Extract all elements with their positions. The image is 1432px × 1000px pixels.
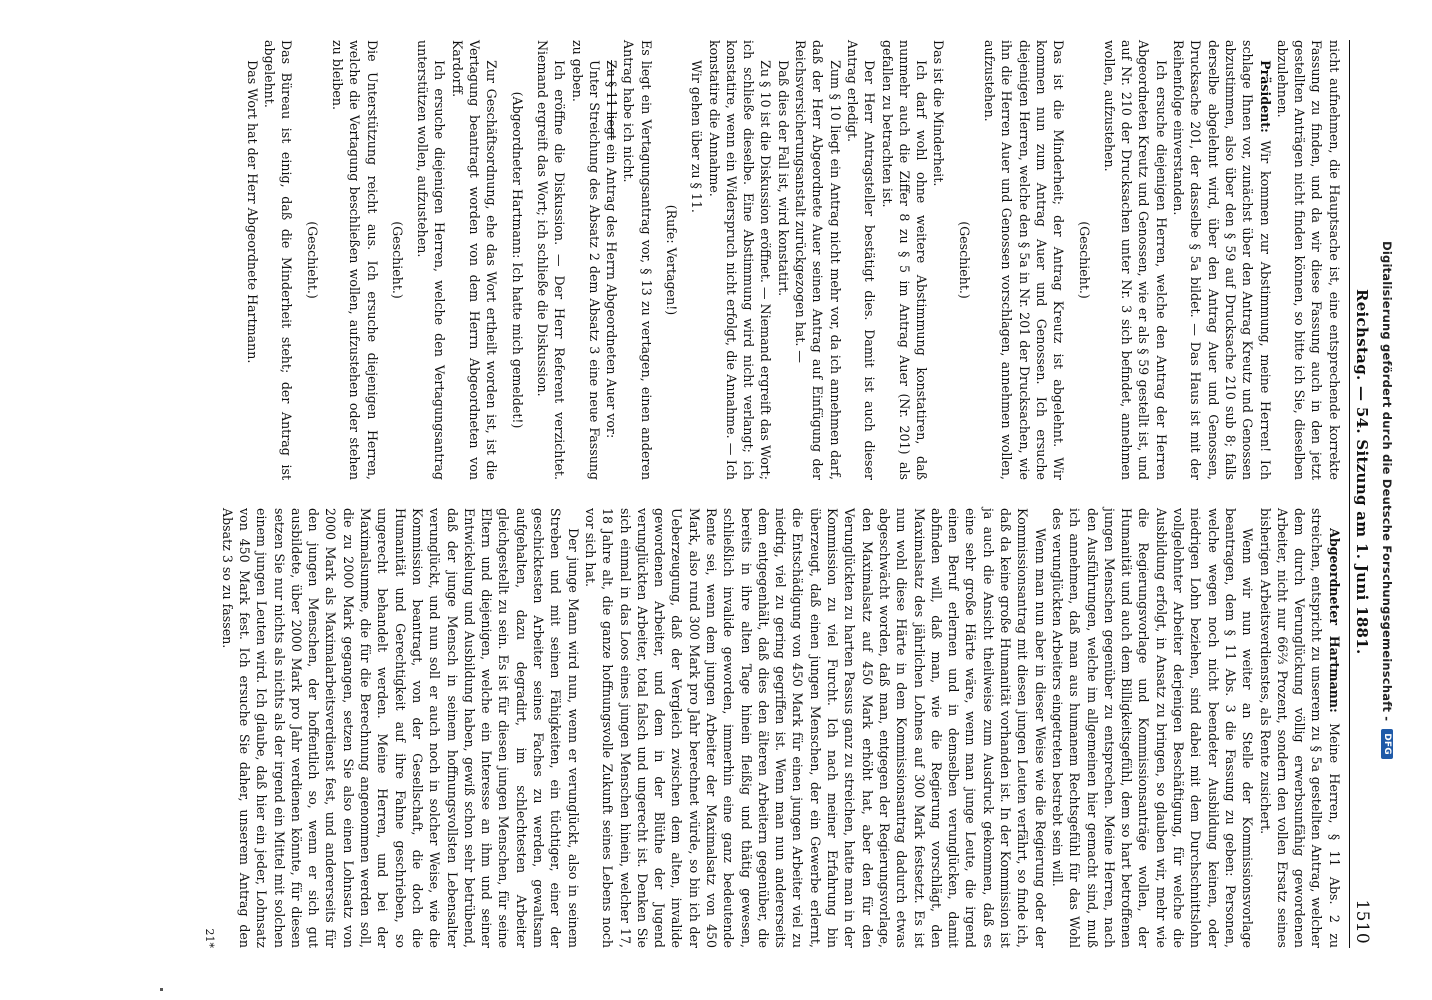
digitization-credit <box>1374 0 1400 1000</box>
dfg-logo: DFG <box>1381 729 1393 759</box>
speech-paragraph <box>1170 40 1274 480</box>
right-column <box>201 508 1343 948</box>
page-header <box>1349 40 1370 948</box>
paragraph: Daß dies der Fall ist, wird konstatirt. <box>775 60 791 297</box>
left-column <box>201 40 1343 480</box>
scan-speck <box>160 988 163 991</box>
credit-text: Digitalisierung gefördert durch die Deutsche Forschungsgemeinschaft - <box>1380 241 1394 722</box>
paragraph: nicht aufnehmen, die Hauptsache ist, eine entsprechende korrekte Fassung zu finden, und da wir diese Fassung auch in den jetzt gestellten Anträgen nicht finden können, so bitte ich Sie, dieselben abzulehnen. <box>1274 40 1342 480</box>
speaker-name: Präsident: <box>1257 60 1273 133</box>
stage-direction: (Abgeordneter Hartmann: Ich hatte mich gemeldet!) <box>509 91 525 429</box>
paragraph: Zum § 10 liegt ein Antrag nicht mehr vor, da ich annehmen darf, daß der Herr Abgeordnete Auer seinen Antrag auf Einfügung der Reichsversicherungsanstalt zurückgezogen hat. — <box>793 40 843 480</box>
signature-mark: 21* <box>203 928 217 948</box>
paragraph: Zu § 11 liegt ein Antrag des Herrn Abgeordneten Auer vor: <box>604 60 620 439</box>
stage-direction: (Rufe: Vertagen!) <box>664 204 680 316</box>
paragraph: Ich darf wohl ohne weitere Abstimmung konstatiren, daß nunmehr auch die Ziffer 8 zu § 5 im Antrag Auer (Nr. 201) als gefallen zu betrachten ist. <box>879 40 930 480</box>
paragraph: Die Unterstützung reicht aus. Ich ersuche diejenigen Herren, welche die Vertagung beschließen wollen, aufzustehen oder stehen zu bleiben. <box>329 40 380 480</box>
paragraph: Ich ersuche diejenigen Herren, welche den Vertagungsantrag unterstützen wollen, aufzustehen. <box>415 40 448 480</box>
page-number: 1510 <box>1352 899 1372 944</box>
struck-text: Zu § 11 liegt <box>604 60 620 140</box>
paragraph: Der junge Mann wird nun, wenn er verunglückt, also in seinem Streben und mit seinen Fähigkeiten, ein tüchtiger, einer der geschicktesten Arbeiter seines Faches zu werden, gewaltsam aufgehalten, dazu degradirt, im schlechtesten Arbeiter gleichgestellt zu sein. Es ist für diesen jungen Menschen, für seine Eltern und diejenigen, welche ein Interesse an ihm und seiner Entwickelung und Ausbildung haben, gewiß schon sehr betrübend, daß der junge Mensch in seinem hoffnungsvollsten Lebensalter verunglückt, und nun soll er auch noch in solcher Weise, wie die Kommission beantragt, von der Gesellschaft, die doch die Humanität und Gerechtigkeit auf ihre Fahne geschrieben, so ungerecht behandelt werden. Meine Herren, und bei der Maximalsumme, die für die Berechnung angenommen werden soll, die zu 2000 Mark gegangen, setzen Sie also einen Lohnsatz von 2000 Mark als Maximalarbeitsverdienst fest, und andererseits für den jungen Menschen, der hoffentlich so, wenn er sich gut ausbildete, über 2000 Mark pro Jahr verdienen könnte, für diesen setzen Sie nur nichts als nichts als der irgend ein Mittel mit solchen einem jungen Leuten wird. Ich glaube, daß hier ein jeder, Lohnsatz von 450 Mark fest. Ich ersuche Sie daher, unserem Antrag den Absatz 3 so zu fassen. <box>219 508 581 948</box>
paragraph: Zur Geschäftsordnung, ehe das Wort ertheilt worden ist, ist die Vertagung beantragt worden von dem Herrn Abgeordneten von Kardorff. <box>449 40 500 480</box>
speech-text: Meine Herren, § 11 Abs. 2 zu streichen, entspricht zu unserem zu § 5a gestellten Antrag, welcher dem durch Verunglückung völlig erwerbsunfähig gewordenen Arbeiter, nicht nur 66⅔ Prozent, sondern den vollen Ersatz seines bisherigen Arbeitsverdienstes, als Rente zusichert. <box>1257 508 1342 948</box>
paragraph: Ich ersuche diejenigen Herren, welche den Antrag der Herren Abgeordneten Kreutz und Genossen, wie er als § 59 gestellt ist, und auf Nr. 210 der Drucksachen unter Nr. 3 sich befindet, annehmen wollen, aufzustehen. <box>1101 40 1169 480</box>
stage-direction: (Geschieht.) <box>1076 221 1092 299</box>
paragraph: Unter Streichung des Absatz 2 dem Absatz 3 eine neue Fassung zu geben. <box>569 40 602 480</box>
paragraph: Wenn wir nun weiter an Stelle der Kommissionsvorlage beantragen, dem § 11 Abs. 3 die Fassung zu geben: Personen, welche wegen noch nicht beendeter Ausbildung keinen, oder niedrigen Lohn beziehen, sind dabei mit dem Durchschnittslohn vollgelohnter Arbeiter derjenigen Beschäftigung, für welche die Ausbildung erfolgt, in Ansatz zu bringen, so glauben wir, mehr wie die Regierungsvorlage und Kommissionsanträge wollen, der Humanität und auch dem Billigkeitsgefühl, dem so hart betroffenen jungen Menschen gegenüber zu entsprechen. Meine Herren, nach den Ausführungen, welche im allgemeinen hier gemacht sind, muß ich annehmen, daß man aus humanem Rechtsgefühl für das Wohl des verunglückten Arbeiters eingetreten bestrebt sein will. <box>1049 508 1256 948</box>
paragraph: Der Herr Antragsteller bestätigt dies. Damit ist auch dieser Antrag erledigt. <box>844 40 878 480</box>
paragraph: Ich eröffne die Diskussion. — Der Herr Referent verzichtet. Niemand ergreift das Wort; ich schließe die Diskussion. <box>534 40 568 480</box>
speech-paragraph <box>1256 508 1342 948</box>
paragraph: Wir gehen über zu § 11. <box>689 60 705 213</box>
paragraph: Das ist die Minderheit; der Antrag Kreutz ist abgelehnt. Wir kommen nun zum Antrag Auer und Genossen. Ich ersuche diejenigen Herren, welche den § 5a in Nr. 201 der Drucksachen, wie ihn die Herren Auer und Genossen vorschlagen, annehmen wollen, aufzustehen. <box>982 40 1067 480</box>
page-title: Reichstag. — 54. Sitzung am 1. Juni 1881. <box>1353 288 1371 655</box>
paragraph: Das ist die Minderheit. <box>931 40 947 187</box>
stage-direction: (Geschieht.) <box>956 221 972 299</box>
paragraph: Das Büreau ist einig, daß die Minderheit steht; der Antrag ist abgelehnt. <box>262 40 295 480</box>
speech-text: Wir kommen zur Abstimmung, meine Herren! Ich schlage Ihnen vor, zunächst über den Antrag Kreutz und Genossen abzustimmen, also über den § 59 auf Drucksache 210 sub 8; falls derselbe abgelehnt wird, über den Antrag Auer und Genossen, Drucksache 201, der dasselbe § 5a bildet. — Das Haus ist mit der Reihenfolge einverstanden. <box>1171 40 1273 480</box>
paragraph: Zu § 10 ist die Diskussion eröffnet. — Niemand ergreift das Wort; ich schließe dieselbe. Eine Abstimmung wird nicht verlangt; ich konstatire, wenn ein Widerspruch nicht erfolgt, die Annahme. — Ich konstatire die Annahme. <box>706 40 774 480</box>
paragraph: Das Wort hat der Herr Abgeordnete Hartmann. <box>244 60 260 364</box>
stage-direction: (Geschieht.) <box>304 221 320 299</box>
speaker-name: Abgeordneter Hartmann: <box>1326 528 1342 713</box>
scanned-page <box>0 18 1378 968</box>
paragraph: Es liegt ein Vertagungsantrag vor, § 13 zu vertagen, einen anderen Antrag habe ich nicht. <box>621 40 654 480</box>
stage-direction: (Geschieht.) <box>389 221 405 299</box>
paragraph: Wenn man nun aber in dieser Weise wie die Regierung oder der Kommissionsantrag mit diesen jungen Leuten verfährt, so finde ich, daß da keine große Humanität vorhanden ist. In der Kommission ist ja auch die Ansicht theilweise zum Ausdruck gekommen, daß es eine sehr große Härte wäre, wenn man junge Leute, die irgend einen Beruf erlernen und in demselben verunglücken, damit abfinden will, daß man, wie die Regierung vorschlägt, den Maximalsatz des jährlichen Lohnes auf 300 Mark festsetzt. Es ist nun wohl diese Härte in dem Kommissionsantrag dadurch etwas abgeschwächt worden, daß man, entgegen der Regierungsvorlage, den Maximalsatz auf 450 Mark erhöht hat, aber den für den Verunglückten zu harten Passus ganz zu streichen, hatte man in der Kommission zu viel Furcht. Ich nach meiner Erfahrung bin überzeugt, daß einen jungen Menschen, der ein Gewerbe erlernt, die Entschädigung von 450 Mark für einen jungen Arbeiter viel zu niedrig, viel zu gering gegriffen ist. Wenn man nun andererseits dem entgegenhält, daß dies den älteren Arbeitern gegenüber, die bereits in ihre alten Tage hinein fleißig und thätig gewesen, schließlich invalide geworden, immerhin eine ganz bedeutende Rente sei, wenn dem jungen Arbeiter der Maximalsatz von 450 Mark, also rund 300 Mark pro Jahr berechnet würde, so bin ich der Ueberzeugung, daß der Vergleich zwischen dem alten, invalide gewordenen Arbeiter, und dem in der Blüthe der Jugend verunglückten Arbeiter, total falsch und ungerecht ist. Denken Sie sich einmal in das Loos eines jungen Menschen hinein, welcher 17, 18 Jahre alt, die ganze hoffnungsvolle Zukunft seines Lebens noch vor sich hat. <box>582 508 1048 948</box>
text-columns <box>201 40 1343 948</box>
